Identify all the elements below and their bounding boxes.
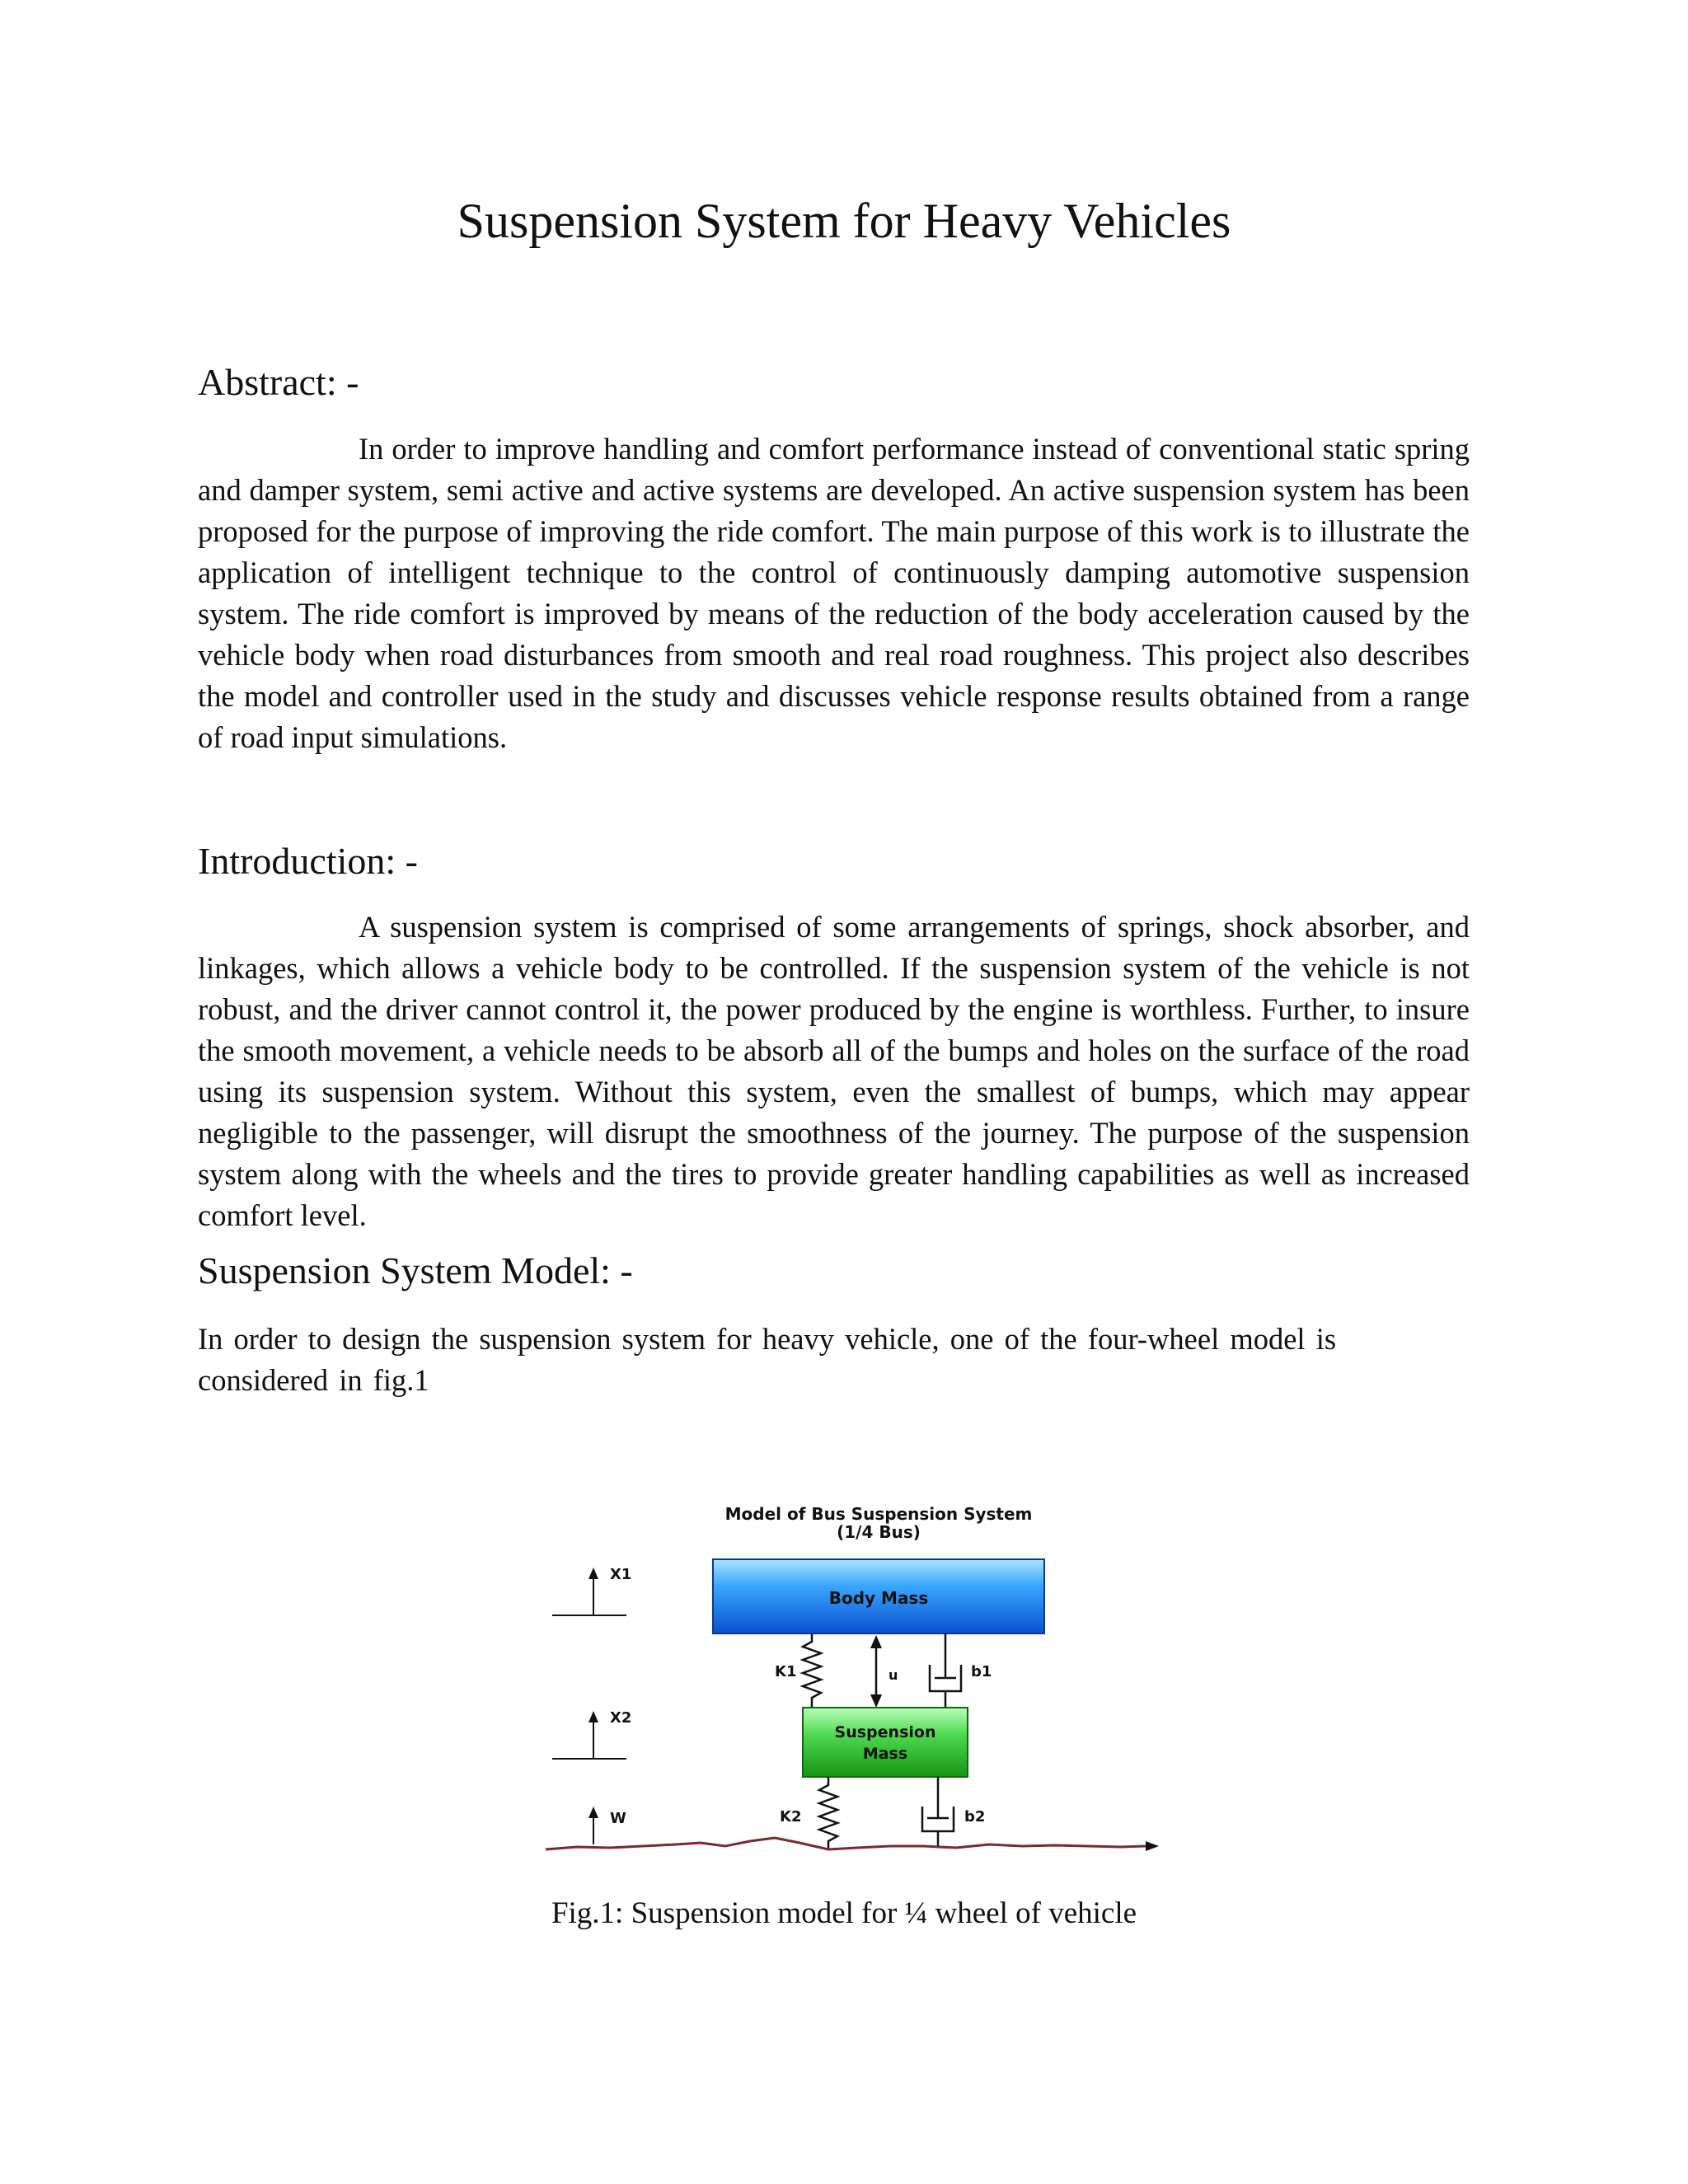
paragraph-suspension-model: In order to design the suspension system for heavy vehicle, one of the four-wheel model is considered in fig.1	[198, 1322, 1337, 1397]
b1-label: b1	[971, 1663, 992, 1680]
u-label: u	[889, 1667, 898, 1683]
paragraph-abstract: In order to improve handling and comfort performance instead of conventional static spring and damper system, semi active and active systems are developed. An active suspension system has been proposed for the purpose of improving the ride comfort. The main purpose of this work is to illustrate the application of intelligent technique to the control of continuously damping automotive suspension system. The ride comfort is improved by means of the reduction of the body acceleration caused by the vehicle body when road disturbances from smooth and real road roughness. This project also describes the model and controller used in the study and discusses vehicle response results obtained from a range of road input simulations.	[198, 432, 1470, 754]
damper-b2	[922, 1777, 954, 1848]
k2-label: K2	[780, 1808, 802, 1825]
road-profile-line	[546, 1838, 1146, 1849]
figure-caption: Fig.1: Suspension model for ¼ wheel of vehicle	[551, 1896, 1137, 1930]
spring-k2	[819, 1777, 837, 1849]
b2-label: b2	[964, 1808, 986, 1825]
suspension-mass-label-line1: Suspension	[834, 1723, 936, 1741]
paragraph-introduction: A suspension system is comprised of some arrangements of springs, shock absorber, and linkages, which allows a vehicle body to be controlled. If the suspension system of the vehicle is not robust, and the driver cannot control it, the power produced by the engine is worthless. Further, to insure the smooth movement, a vehicle needs to be absorb all of the bumps and holes on the surface of the road using its suspension system. Without this system, even the smallest of bumps, which may appear negligible to the passenger, will disrupt the smoothness of the journey. The purpose of the suspension system along with the wheels and the tires to provide greater handling capabilities as well as increased comfort level.	[198, 910, 1470, 1232]
w-road-input-arrow	[588, 1807, 598, 1844]
spring-k1	[803, 1633, 821, 1708]
section-heading-introduction: Introduction: -	[198, 840, 418, 882]
damper-b1	[930, 1633, 961, 1708]
body-mass-label: Body Mass	[828, 1588, 929, 1608]
section-heading-abstract: Abstract: -	[198, 361, 359, 403]
x1-label: X1	[610, 1566, 632, 1583]
suspension-mass-block	[803, 1708, 968, 1777]
road-arrow-head	[1146, 1841, 1159, 1851]
figure-title-line1: Model of Bus Suspension System	[724, 1504, 1033, 1524]
figure-title-line2: (1/4 Bus)	[837, 1522, 921, 1542]
section-heading-suspension-model: Suspension System Model: -	[198, 1249, 633, 1291]
x2-label: X2	[610, 1709, 632, 1727]
k1-label: K1	[775, 1663, 797, 1680]
document-title: Suspension System for Heavy Vehicles	[457, 194, 1231, 248]
figure-bus-suspension-model	[544, 1500, 1170, 1879]
w-label: W	[610, 1810, 626, 1827]
suspension-mass-label-line2: Mass	[862, 1745, 908, 1763]
actuator-u-arrow	[870, 1635, 882, 1708]
suspension-diagram	[544, 1500, 1170, 1879]
